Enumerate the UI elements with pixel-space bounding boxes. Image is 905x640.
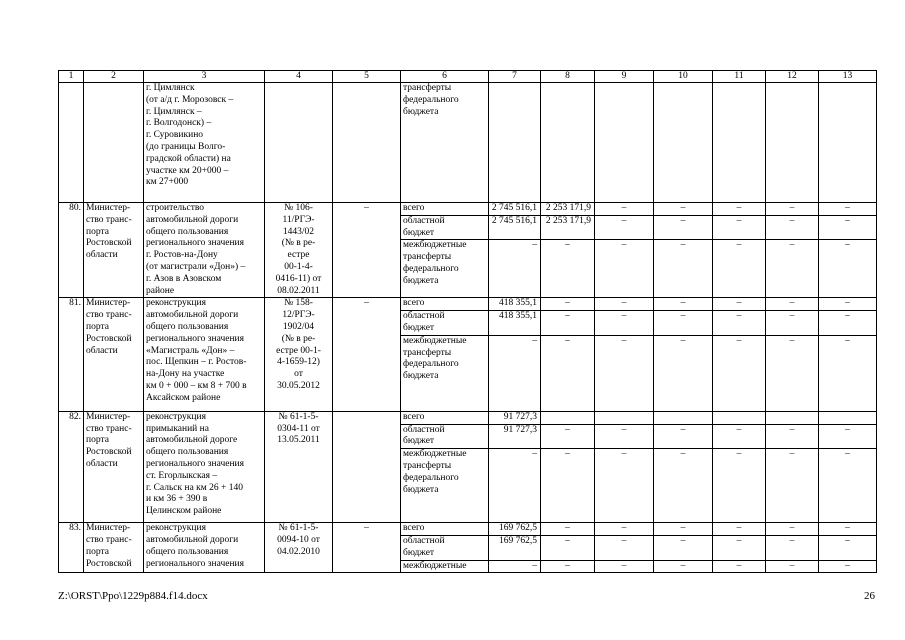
footer-file-path: Z:\ORST\Ppo\1229p884.f14.docx xyxy=(58,590,208,602)
value-cell: – xyxy=(819,449,877,523)
header-cell: 2 xyxy=(84,71,144,83)
value-cell: – xyxy=(595,311,654,336)
value-cell: 91 727,3 xyxy=(489,411,541,424)
value-cell: – xyxy=(819,335,877,411)
continuation-row xyxy=(59,83,877,203)
header-cell: 1 xyxy=(59,71,84,83)
funding-source: всего xyxy=(401,298,489,311)
value-cell: – xyxy=(766,535,819,560)
value-cell xyxy=(541,411,595,424)
cell-empty xyxy=(766,83,819,203)
value-cell: – xyxy=(489,240,541,298)
header-cell: 4 xyxy=(265,71,333,83)
value-cell: – xyxy=(766,203,819,216)
funding-source: областной бюджет xyxy=(401,215,489,240)
funding-source: всего xyxy=(401,523,489,536)
value-cell: 169 762,5 xyxy=(489,535,541,560)
value-cell: – xyxy=(654,335,713,411)
expertise-document: № 158- 12/РГЭ- 1902/04 (№ в ре- естре 00-1- 4-1659-12) от 30.05.2012 xyxy=(265,298,333,411)
customer-cell: Министер- ство транс- порта Ростовской области xyxy=(84,411,144,522)
value-cell: – xyxy=(595,523,654,536)
funding-source: областной бюджет xyxy=(401,535,489,560)
value-cell: – xyxy=(819,215,877,240)
value-cell: – xyxy=(654,215,713,240)
cell-empty xyxy=(654,83,713,203)
object-description: реконструкция примыканий на автомобильной дороге общего пользования регионального значения ст. Егорлыкская – г. Сальск на км 26 + 140 и км 36 + 390 в Целинском районе xyxy=(144,411,265,522)
value-cell: – xyxy=(595,449,654,523)
value-cell: – xyxy=(654,560,713,573)
expertise-document: № 61-1-5- 0094-10 от 04.02.2010 xyxy=(265,523,333,573)
value-cell: – xyxy=(766,240,819,298)
value-cell: – xyxy=(819,311,877,336)
value-cell: – xyxy=(766,523,819,536)
value-cell: – xyxy=(595,240,654,298)
table-row xyxy=(59,298,877,311)
value-cell: – xyxy=(766,215,819,240)
page-number: 26 xyxy=(864,590,875,602)
value-cell: – xyxy=(541,535,595,560)
customer-cell: Министер- ство транс- порта Ростовской xyxy=(84,523,144,573)
value-cell: – xyxy=(489,560,541,573)
value-cell: – xyxy=(713,449,766,523)
value-cell: – xyxy=(595,335,654,411)
row-number: 82. xyxy=(59,411,84,522)
value-cell: – xyxy=(541,449,595,523)
value-cell: – xyxy=(541,298,595,311)
column-5-cell: – xyxy=(333,298,401,411)
value-cell: – xyxy=(541,240,595,298)
cell-empty xyxy=(819,83,877,203)
value-cell: – xyxy=(819,240,877,298)
value-cell: 2 253 171,9 xyxy=(541,203,595,216)
header-cell: 10 xyxy=(654,71,713,83)
header-cell: 13 xyxy=(819,71,877,83)
header-cell: 5 xyxy=(333,71,401,83)
cell-empty xyxy=(595,83,654,203)
value-cell xyxy=(654,411,713,424)
funding-source: межбюджетные трансферты федерального бюджета xyxy=(401,240,489,298)
value-cell: – xyxy=(713,424,766,449)
column-5-cell: – xyxy=(333,523,401,573)
funding-source: межбюджетные трансферты федерального бюджета xyxy=(401,335,489,411)
column-5-cell xyxy=(333,411,401,522)
value-cell: – xyxy=(595,203,654,216)
funding-source: всего xyxy=(401,411,489,424)
value-cell: – xyxy=(766,335,819,411)
value-cell: – xyxy=(713,240,766,298)
funding-source: всего xyxy=(401,203,489,216)
column-number-header-row xyxy=(59,71,877,83)
value-cell: – xyxy=(541,560,595,573)
table-body xyxy=(59,71,877,573)
value-cell: 418 355,1 xyxy=(489,311,541,336)
value-cell: 2 253 171,9 xyxy=(541,215,595,240)
header-cell: 8 xyxy=(541,71,595,83)
value-cell: – xyxy=(541,424,595,449)
cell-empty xyxy=(59,83,84,203)
value-cell: – xyxy=(819,523,877,536)
value-cell xyxy=(766,411,819,424)
value-cell: – xyxy=(766,298,819,311)
row-number: 80. xyxy=(59,203,84,298)
funding-source: межбюджетные xyxy=(401,560,489,573)
value-cell: – xyxy=(654,240,713,298)
funding-source: областной бюджет xyxy=(401,424,489,449)
value-cell: 169 762,5 xyxy=(489,523,541,536)
table-row xyxy=(59,523,877,536)
value-cell: – xyxy=(713,335,766,411)
value-cell: – xyxy=(595,215,654,240)
value-cell xyxy=(595,411,654,424)
row-number: 81. xyxy=(59,298,84,411)
expertise-document: № 61-1-5- 0304-11 от 13.05.2011 xyxy=(265,411,333,522)
value-cell: – xyxy=(541,311,595,336)
value-cell: – xyxy=(541,523,595,536)
program-table xyxy=(58,70,877,573)
value-cell: 2 745 516,1 xyxy=(489,203,541,216)
value-cell: – xyxy=(819,560,877,573)
value-cell: – xyxy=(654,449,713,523)
continued-object-description: г. Цимлянск (от а/д г. Морозовск – г. Цимлянск – г. Волгодонск) – г. Суровикино (до границы Волго- градской области) на участке км 20+000 – км 27+000 xyxy=(144,83,265,203)
value-cell: – xyxy=(766,560,819,573)
value-cell: – xyxy=(541,335,595,411)
continued-funding-source: трансферты федерального бюджета xyxy=(401,83,489,203)
value-cell: – xyxy=(595,298,654,311)
value-cell: – xyxy=(654,203,713,216)
header-cell: 12 xyxy=(766,71,819,83)
value-cell: 418 355,1 xyxy=(489,298,541,311)
value-cell: – xyxy=(713,215,766,240)
value-cell: – xyxy=(713,523,766,536)
value-cell: – xyxy=(819,424,877,449)
funding-source: межбюджетные трансферты федерального бюджета xyxy=(401,449,489,523)
value-cell: – xyxy=(595,560,654,573)
value-cell: – xyxy=(654,298,713,311)
cell-empty xyxy=(541,83,595,203)
column-5-cell: – xyxy=(333,203,401,298)
value-cell: – xyxy=(819,203,877,216)
value-cell xyxy=(819,411,877,424)
value-cell: – xyxy=(595,424,654,449)
row-number: 83. xyxy=(59,523,84,573)
header-cell: 3 xyxy=(144,71,265,83)
cell-empty xyxy=(84,83,144,203)
value-cell: – xyxy=(766,311,819,336)
value-cell: – xyxy=(713,203,766,216)
value-cell: – xyxy=(713,311,766,336)
value-cell: – xyxy=(766,449,819,523)
header-cell: 6 xyxy=(401,71,489,83)
funding-source: областной бюджет xyxy=(401,311,489,336)
header-cell: 7 xyxy=(489,71,541,83)
value-cell: – xyxy=(654,311,713,336)
value-cell: – xyxy=(819,298,877,311)
value-cell: – xyxy=(595,535,654,560)
value-cell: 91 727,3 xyxy=(489,424,541,449)
object-description: строительство автомобильной дороги общего пользования регионального значения г. Ростов-на-Дону (от магистрали «Дон») – г. Азов в Азовском районе xyxy=(144,203,265,298)
header-cell: 9 xyxy=(595,71,654,83)
value-cell: 2 745 516,1 xyxy=(489,215,541,240)
expertise-document: № 106- 11/РГЭ- 1443/02 (№ в ре- естре 00-1-4- 0416-11) от 08.02.2011 xyxy=(265,203,333,298)
table-row xyxy=(59,411,877,424)
value-cell: – xyxy=(713,298,766,311)
value-cell: – xyxy=(713,535,766,560)
cell-empty xyxy=(333,83,401,203)
cell-empty xyxy=(489,83,541,203)
table-row xyxy=(59,203,877,216)
value-cell: – xyxy=(819,535,877,560)
customer-cell: Министер- ство транс- порта Ростовской области xyxy=(84,298,144,411)
value-cell: – xyxy=(766,424,819,449)
object-description: реконструкция автомобильной дороги общего пользования регионального значения «Магистраль «Дон» – пос. Щепкин – г. Ростов- на-Дону на участке км 0 + 000 – км 8 + 700 в Аксайском районе xyxy=(144,298,265,411)
cell-empty xyxy=(265,83,333,203)
value-cell xyxy=(713,411,766,424)
customer-cell: Министер- ство транс- порта Ростовской области xyxy=(84,203,144,298)
value-cell: – xyxy=(489,449,541,523)
value-cell: – xyxy=(489,335,541,411)
value-cell: – xyxy=(654,523,713,536)
object-description: реконструкция автомобильной дороги общего пользования регионального значения xyxy=(144,523,265,573)
cell-empty xyxy=(713,83,766,203)
value-cell: – xyxy=(654,535,713,560)
value-cell: – xyxy=(654,424,713,449)
header-cell: 11 xyxy=(713,71,766,83)
value-cell: – xyxy=(713,560,766,573)
